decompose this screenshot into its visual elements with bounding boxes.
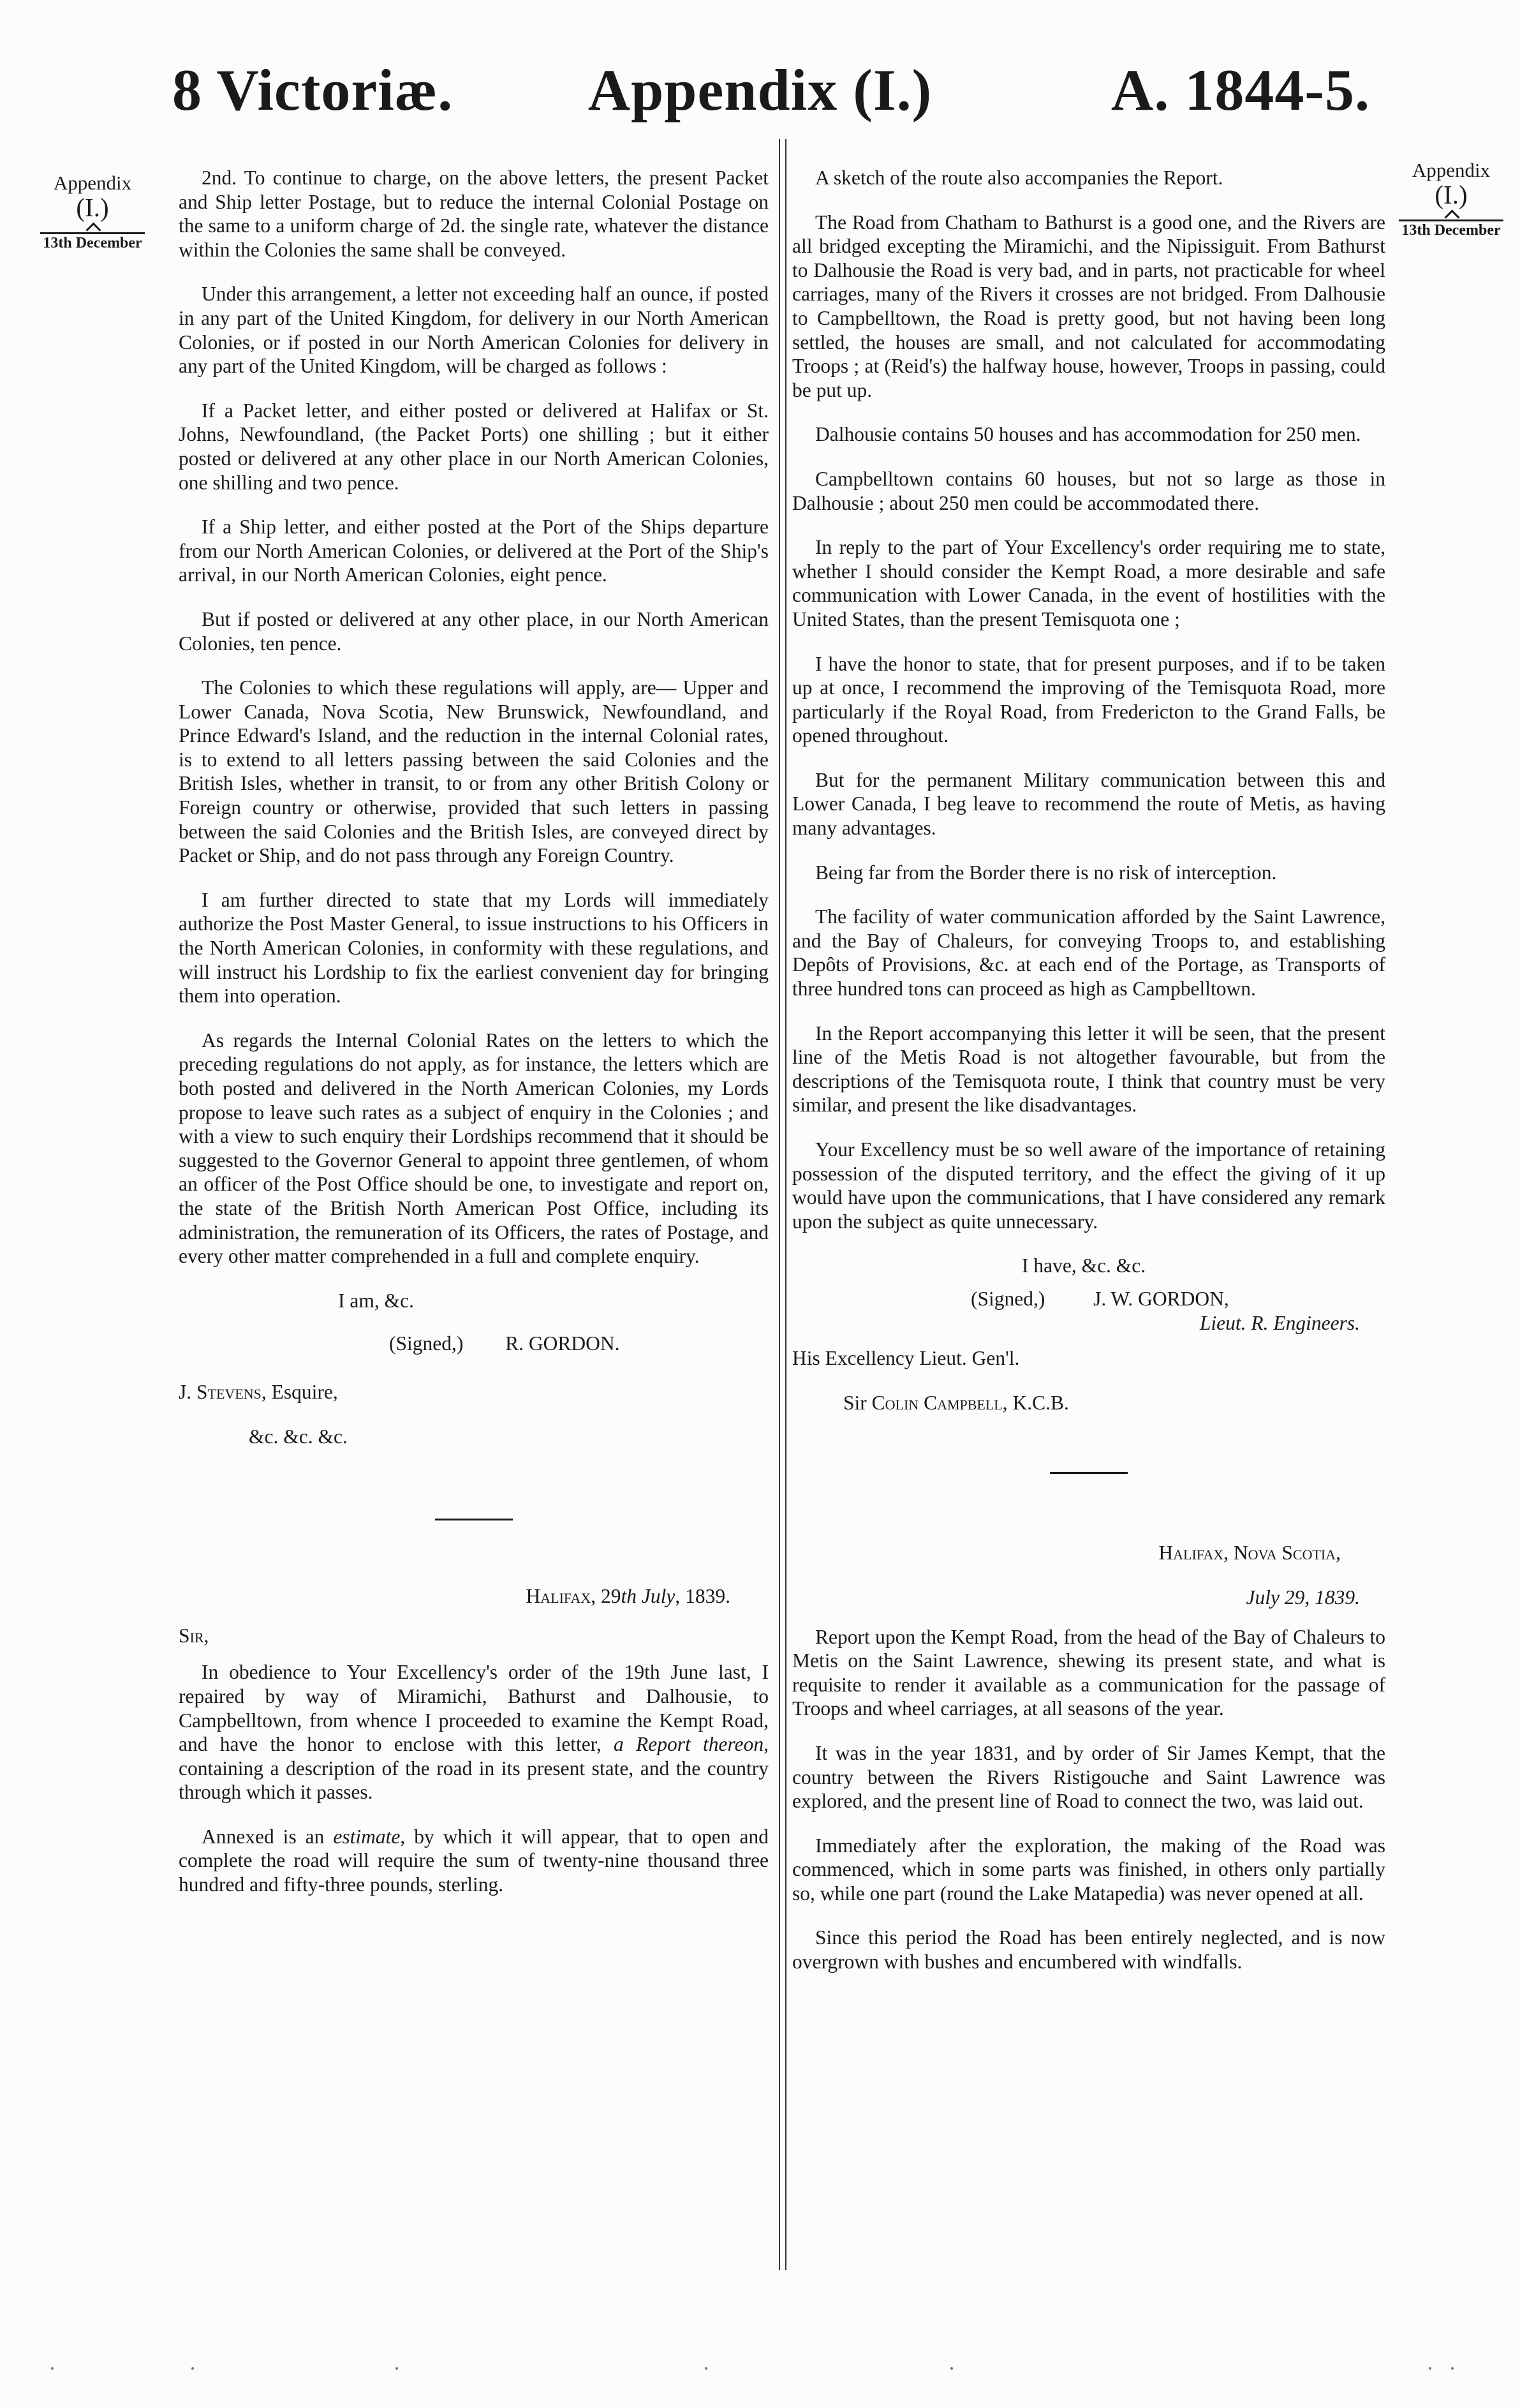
- salutation: Sir,: [179, 1624, 209, 1647]
- dateline-year: , 1839.: [675, 1585, 730, 1608]
- text-run-italic: estimate: [333, 1825, 401, 1848]
- paragraph: As regards the Internal Colonial Rates on the letters to which the preceding regulations do not apply, as for instance, the letters which are both posted and delivered in the North American Colonies, my Lords propose to leave such rates as a subject of enquiry in the Colonies ; and with a view to such enquiry their Lordships recommend that it should be suggested to the Governor General to appoint three gentlemen, of whom an officer of the Post Office should be one, to investigate and report on, the state of the British North American Post Office, including its administration, the remuneration of its Officers, the rates of Postage, and every other matter comprehended in a full and complete enquiry.: [179, 1029, 769, 1268]
- section-rule: [1050, 1472, 1128, 1474]
- dateline-place: Halifax: [526, 1585, 591, 1608]
- addressee-prefix: Sir: [843, 1391, 872, 1414]
- paragraph: [179, 1660, 769, 1804]
- signed-label: (Signed,): [389, 1332, 464, 1355]
- paragraph: 2nd. To continue to charge, on the above letters, the present Packet and Ship letter Postage, but to reduce the internal Colonial Postage on the same to a uniform charge of 2d. the single rate, whatever the distance within the Colonies the same shall be conveyed.: [179, 167, 769, 261]
- paragraph: Being far from the Border there is no risk of interception.: [815, 861, 1277, 884]
- text-run-italic: a Report thereon: [614, 1733, 764, 1756]
- letter-dateline: [179, 1584, 769, 1609]
- scan-specks: [0, 2361, 1520, 2380]
- signer-title: Lieut. R. Engineers.: [1199, 1311, 1360, 1334]
- left-column: [179, 166, 769, 1917]
- paragraph: Since this period the Road has been entirely neglected, and is now overgrown with bushes and encumbered with windfalls.: [792, 1926, 1385, 1973]
- paragraph: In the Report accompanying this letter it will be seen, that the present line of the Metis Road is not altogether favourable, but from the descriptions of the Temisquota route, I think that country must be very similar, and present the like disadvantages.: [792, 1022, 1385, 1117]
- letter-closing: I am, &c.: [338, 1289, 414, 1312]
- report-place: Halifax, Nova Scotia,: [1158, 1542, 1341, 1564]
- report-date: July 29, 1839.: [1246, 1586, 1360, 1609]
- margin-note-label: Appendix: [53, 172, 132, 194]
- text-run: , by which it will appear, that to open and complete the road will require the sum of twenty-nine thousand three hundred and fifty-three pounds, sterling.: [179, 1825, 769, 1896]
- text-run: Annexed is an: [202, 1825, 334, 1848]
- margin-note-date: 13th December: [43, 234, 142, 251]
- margin-note-date: 13th December: [1401, 221, 1501, 239]
- paragraph: If a Packet letter, and either posted or delivered at Halifax or St. Johns, Newfoundland, (the Packet Ports) one shilling ; but it either posted or delivered at any other place in our North American Colonies, one shilling and two pence.: [179, 399, 769, 494]
- paragraph: [179, 1825, 769, 1897]
- paragraph: A sketch of the route also accompanies the Report.: [815, 167, 1223, 189]
- margin-note-right: [1387, 160, 1515, 239]
- section-rule: [435, 1519, 513, 1520]
- paragraph: The Colonies to which these regulations will apply, are— Upper and Lower Canada, Nova Scotia, New Brunswick, Newfoundland, and Prince Edward's Island, and the reduction in the internal Colonial rates, is to extend to all letters passing between the said Colonies and the British Isles, whether in transit, to or from any other British Colony or Foreign country or otherwise, provided that such letters in passing between the said Colonies and the British Isles, are conveyed direct by Packet or Ship, and do not pass through any Foreign Country.: [179, 676, 769, 867]
- paragraph: Campbelltown contains 60 houses, but not so large as those in Dalhousie ; about 250 men could be accommodated there.: [792, 467, 1385, 514]
- paragraph: The Road from Chatham to Bathurst is a good one, and the Rivers are all bridged excepting the Miramichi, and the Nipissiguit. From Bathurst to Dalhousie the Road is very bad, and in parts, not practicable for wheel carriages, many of the Rivers it crosses are not bridged. From Dalhousie to Campbelltown, the Road is pretty good, but not having been long settled, the houses are small, and not calculated for accommodating Troops ; at (Reid's) the halfway house, however, Troops in passing, could be put up.: [792, 211, 1385, 401]
- paragraph: Your Excellency must be so well aware of the importance of retaining possession of the disputed territory, and the effect the giving of it up would have upon the communications, that I have considered any remark upon the subject as quite unnecessary.: [792, 1138, 1385, 1233]
- addressee-line: His Excellency Lieut. Gen'l.: [792, 1347, 1020, 1370]
- paragraph: Under this arrangement, a letter not exceeding half an ounce, if posted in any part of the United Kingdom, for delivery in our North American Colonies, or if posted in our North American Colonies for delivery in any part of the United Kingdom, will be charged as follows :: [179, 283, 769, 378]
- signer-name: J. W. GORDON,: [1093, 1287, 1229, 1310]
- letter-closing: I have, &c. &c.: [1022, 1254, 1146, 1277]
- paragraph: It was in the year 1831, and by order of Sir James Kempt, that the country between the Rivers Ristigouche and Saint Lawrence was explored, and the present line of Road to connect the two, was laid out.: [792, 1741, 1385, 1813]
- paragraph: If a Ship letter, and either posted at the Port of the Ships departure from our North American Colonies, or delivered at the Port of the Ship's arrival, in our North American Colonies, eight pence.: [179, 516, 769, 586]
- header-year: A. 1844-5.: [1110, 57, 1370, 123]
- margin-note-number: (I.): [76, 193, 109, 223]
- dateline-day: , 29: [591, 1585, 621, 1608]
- margin-note-left: [29, 172, 156, 252]
- signature-line: [792, 1287, 1385, 1311]
- addressee-suffix: , K.C.B.: [1002, 1391, 1069, 1414]
- paragraph: I have the honor to state, that for present purposes, and if to be taken up at once, I recommend the improving of the Temisquota Road, more particularly if the Royal Road, from Fredericton to the Grand Falls, be opened throughout.: [792, 652, 1385, 747]
- margin-note-label: Appendix: [1412, 159, 1491, 181]
- addressee-suffix: , Esquire,: [261, 1380, 338, 1403]
- addressee-name: J. Stevens: [179, 1380, 262, 1403]
- margin-note-number: (I.): [1435, 180, 1468, 210]
- text-run: , containing a description of the road in its present state, and the country through which it passes.: [179, 1733, 769, 1804]
- page-header: [0, 0, 1520, 166]
- paragraph: The facility of water communication afforded by the Saint Lawrence, and the Bay of Chaleurs, for conveying Troops to, and establishing Depôts of Provisions, &c. at each end of the Portage, as Transports of three hundred tons can proceed as high as Campbelltown.: [792, 905, 1385, 1000]
- paragraph: Dalhousie contains 50 houses and has accommodation for 250 men.: [815, 423, 1361, 446]
- paragraph: Immediately after the exploration, the making of the Road was commenced, which in some parts was finished, in others only partially so, while one part (round the Lake Matapedia) was never opened at all.: [792, 1834, 1385, 1905]
- paragraph: I am further directed to state that my Lords will immediately authorize the Post Master General, to issue instructions to his Officers in the North American Colonies, in conformity with these regulations, and will instruct his Lordship to fix the earliest convenient day for bringing them into operation.: [179, 888, 769, 1007]
- addressee: [179, 1380, 769, 1404]
- signer-name: R. GORDON.: [505, 1332, 620, 1355]
- paragraph: In reply to the part of Your Excellency's order requiring me to state, whether I should consider the Kempt Road, a more desirable and safe communication with Lower Canada, in the event of hostilities with the United States, than the present Temisquota one ;: [792, 536, 1385, 630]
- dateline-month: th July: [621, 1585, 675, 1608]
- addressee-name: Colin Campbell: [871, 1391, 1003, 1414]
- signed-label: (Signed,): [971, 1287, 1045, 1310]
- paragraph: But if posted or delivered at any other place, in our North American Colonies, ten pence.: [179, 607, 769, 655]
- header-appendix: Appendix (I.): [587, 57, 933, 123]
- paragraph: But for the permanent Military communication between this and Lower Canada, I beg leave to recommend the route of Metis, as having many advantages.: [792, 768, 1385, 840]
- margin-note-brace: [40, 223, 145, 234]
- paragraph: Report upon the Kempt Road, from the head of the Bay of Chaleurs to Metis on the Saint Lawrence, shewing its present state, and what is requisite to render it available as a communication for the passage of Troops and wheel carriages, at all seasons of the year.: [792, 1625, 1385, 1720]
- column-divider: [779, 139, 786, 2270]
- margin-note-brace: [1399, 211, 1503, 221]
- addressee-etc: &c. &c. &c.: [249, 1425, 348, 1448]
- right-column: [792, 166, 1385, 1995]
- text-run: In obedience to Your Excellency's order of the 19th June last, I repaired by way of Miramichi, Bathurst and Dalhousie, to Campbelltown, from whence I proceeded to examine the Kempt Road, and have the honor to enclose with this letter,: [179, 1661, 769, 1756]
- addressee-line: [792, 1391, 1385, 1415]
- header-session: 8 Victoriæ.: [172, 57, 454, 123]
- signature-line: [179, 1332, 769, 1356]
